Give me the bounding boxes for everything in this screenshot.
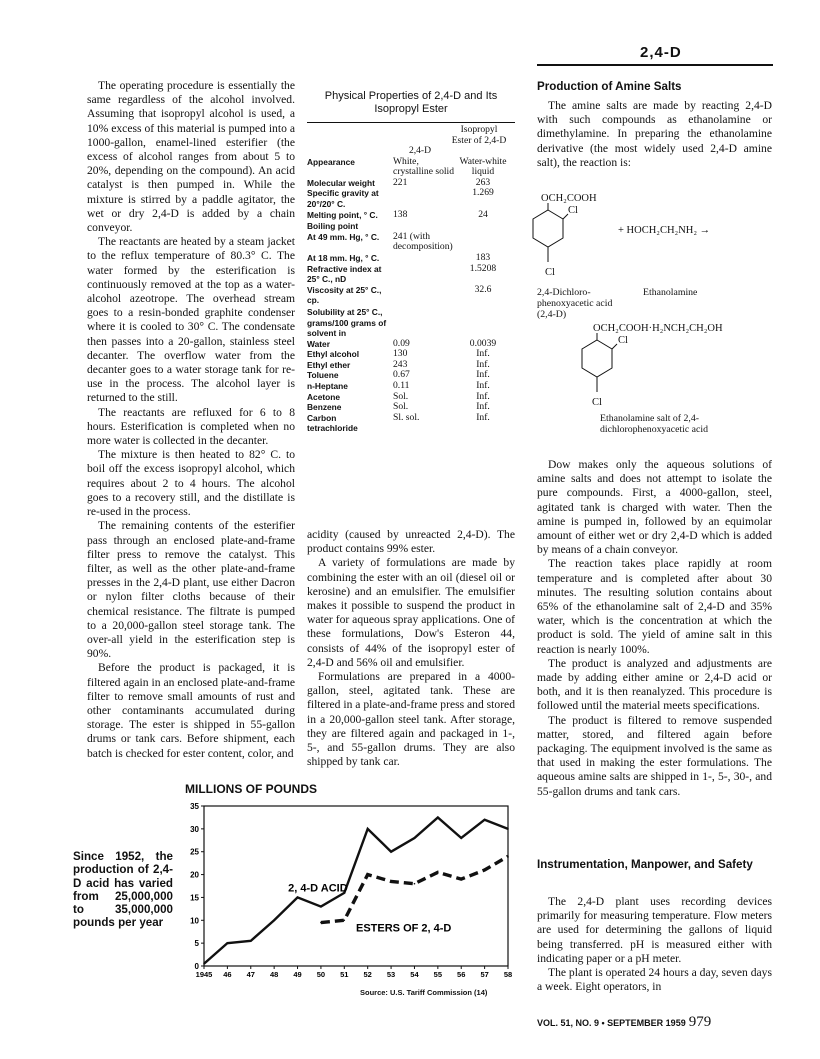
table-cell: n-Heptane: [307, 381, 348, 392]
table-title: Physical Properties of 2,4-D and Its Isopropyl Ester: [324, 90, 498, 115]
table-row: [307, 232, 515, 253]
x-tick-label: 56: [457, 970, 466, 979]
table-cell: Inf.: [476, 380, 490, 392]
table-cell: Toluene: [307, 370, 339, 381]
y-tick-label: 0: [194, 962, 199, 971]
data-point: [437, 871, 439, 873]
data-point: [484, 869, 486, 871]
chem-chloro-label: Cl: [545, 267, 555, 278]
x-tick-label: 47: [246, 970, 255, 979]
page-number: 979: [688, 1014, 712, 1030]
x-tick-label: 50: [316, 970, 326, 979]
column-2: [307, 528, 515, 769]
paragraph: The plant is operated 24 hours a day, seven days a week. Eight operators, in: [537, 966, 772, 994]
table-header-cell: Isopropyl Ester of 2,4-D: [451, 124, 507, 146]
chart-caption: Since 1952, the production of 2,4-D acid has varied from 25,000,000 to 35,000,000 pounds per year: [73, 850, 173, 930]
paragraph: The product is filtered to remove suspended matter, stored, and filtered again before packaging. The equipment involved is the same as that used in making the ester formulations. The aqueous amine salts are shipped in 1-, 5-, 30-, and 55-gallon drums and tank cars.: [537, 713, 772, 798]
table-cell: Ethyl ether: [307, 359, 351, 370]
table-cell: Sl. sol.: [393, 411, 420, 423]
series-line: [321, 856, 508, 922]
data-point: [250, 940, 252, 942]
x-tick-label: 54: [410, 970, 419, 979]
issue-info: VOL. 51, NO. 9 • SEPTEMBER 1959: [537, 1018, 686, 1028]
table-cell: 263: [475, 176, 491, 188]
series-line: [204, 817, 508, 963]
paragraph: The reactants are heated by a steam jacket to the reflux temperature of 80.3° C. The water formed by the esterification is continuously removed at the top as a water-alcohol azeotrope. The overhead stream goes to a resin-bonded graphite condenser where it is cooled to 30° C. The condensate then passes into a 20-gallon, stainless steel decanter. The overflow water from the decanter goes to a water storage tank for re-use in the process. The alcohol layer is returned to the still.: [87, 235, 295, 405]
x-tick-label: 1945: [195, 970, 213, 979]
table-cell: 0.0039: [469, 337, 497, 349]
paragraph: The reactants are refluxed for 6 to 8 hours. Esterification is completed when no more water is collected in the decanter.: [87, 405, 295, 448]
data-point: [344, 919, 346, 921]
y-tick-label: 30: [190, 824, 199, 834]
column-3-bottom: [537, 895, 772, 994]
data-point: [273, 919, 275, 921]
chem-name-label: Ethanolamine salt of 2,4-dichlorophenoxyacetic acid: [600, 413, 708, 435]
x-tick-label: 52: [363, 970, 372, 979]
y-tick-label: 10: [190, 916, 199, 926]
table-cell: Specific gravity at 20°/20° C.: [307, 188, 379, 209]
table-cell: Appearance: [307, 156, 355, 167]
table-cell: 130: [393, 348, 408, 360]
y-tick-label: 15: [190, 893, 199, 903]
paragraph: The mixture is then heated to 82° C. to boil off the excess isopropyl alcohol, which requires about 2 to 4 hours. The alcohol goes to a recovery still, and the distillate is re-used in the process.: [87, 448, 295, 519]
paragraph: Dow makes only the aqueous solutions of amine salts and does not attempt to isolate the pure compounds. First, a 4000-gallon, steel, agitated tank is charged with water. Then the amine is pumped in, followed by an equimolar amount of either wet or dry 2,4-D which is added by means of a chain conveyor.: [537, 458, 772, 557]
data-point: [390, 881, 392, 883]
table-cell: Carbon tetrachloride: [307, 412, 358, 434]
paragraph: Before the product is packaged, it is filtered again in an enclosed plate-and-frame filter to remove small amounts of rust and other contaminants accumulated during storage. The ester is shipped in 55-gallon drums or tank cars. Before shipment, each batch is checked for ester content, color, and: [87, 661, 295, 760]
chem-name-label: Ethanolamine: [643, 287, 698, 298]
data-point: [484, 819, 486, 821]
data-point: [507, 855, 509, 857]
x-tick-label: 51: [340, 970, 349, 979]
table-cell: White, crystalline solid: [393, 155, 455, 178]
data-point: [320, 906, 322, 908]
section-heading: Instrumentation, Manpower, and Safety: [537, 858, 753, 871]
table-cell: Melting point, ° C.: [307, 209, 378, 220]
data-point: [460, 878, 462, 880]
column-3-top: [537, 99, 772, 170]
table-row: [307, 253, 515, 264]
series-label: ESTERS OF 2, 4-D: [356, 922, 452, 935]
table-cell: Inf.: [476, 358, 490, 370]
series-label: 2, 4-D ACID: [288, 882, 348, 895]
table-row: [307, 307, 515, 339]
table-cell: 241 (with decomposition): [393, 230, 453, 253]
data-point: [367, 828, 369, 830]
table-cell: Benzene: [307, 402, 342, 413]
table-cell: Refractive index at 25° C., nD: [307, 263, 382, 285]
chem-reagent-label: + HOCH₂CH₂NH₂ →: [618, 225, 711, 236]
table-cell: Boiling point: [307, 221, 359, 232]
x-tick-label: 49: [293, 970, 302, 979]
table-cell: 32.6: [474, 283, 492, 295]
paragraph: Formulations are prepared in a 4000-gallon, steel, agitated tank. These are filtered in a plate-and-frame press and stored in a 20,000-gallon steel tank. After storage, they are filtered again and packaged in 1-, 5-, and 55-gallon drums. They are also shipped by tank car.: [307, 670, 515, 769]
x-tick-label: 57: [480, 970, 489, 979]
properties-table: [307, 90, 515, 434]
benzene-ring-icon: [530, 200, 580, 270]
data-point: [203, 963, 205, 965]
table-cell: Inf.: [476, 348, 490, 360]
x-tick-label: 58: [503, 970, 513, 979]
chart-source: Source: U.S. Tariff Commission (14): [360, 988, 488, 997]
table-cell: Viscosity at 25° C., cp.: [307, 284, 382, 306]
chem-name-label: 2,4-Dichloro-phenoxyacetic acid (2,4-D): [537, 287, 613, 320]
table-row: [307, 210, 515, 221]
table-cell: 243: [393, 358, 408, 370]
data-point: [437, 817, 439, 819]
data-point: [320, 922, 322, 924]
paragraph: The amine salts are made by reacting 2,4-D with such compounds as ethanolamine or dimethylamine. In preparing the ethanolamine derivative (the most widely used 2,4-D amine salt), the reaction is:: [537, 99, 772, 169]
table-cell: 0.11: [393, 380, 410, 392]
table-rule: [307, 122, 515, 123]
y-tick-label: 5: [194, 939, 199, 949]
table-row: [307, 285, 515, 306]
table-cell: Water-white liquid: [459, 155, 507, 178]
chem-group-label: OCH₂COOH: [541, 193, 597, 204]
production-chart: [178, 794, 518, 986]
data-point: [390, 851, 392, 853]
data-point: [297, 897, 299, 899]
table-cell: 183: [475, 251, 491, 263]
column-3-middle: [537, 458, 772, 799]
table-cell: Inf.: [476, 411, 490, 423]
data-point: [367, 874, 369, 876]
table-cell: Solubility at 25° C., grams/100 grams of solvent in: [307, 306, 387, 339]
table-row: [307, 413, 515, 434]
table-cell: Inf.: [476, 369, 490, 381]
data-point: [414, 883, 416, 885]
table-cell: At 49 mm. Hg, ° C.: [307, 231, 380, 242]
paragraph: A variety of formulations are made by combining the ester with an oil (diesel oil or kerosine) and an emulsifier. The emulsifier makes it possible to suspend the product in water for aqueous spray applications. One of these formulations, Dow's Esteron 44, consists of 44% of the isopropyl ester of 2,4-D and 56% oil and emulsifier.: [307, 556, 515, 669]
table-cell: Molecular weight: [307, 177, 375, 188]
table-cell: Ethyl alcohol: [307, 349, 360, 360]
table-cell: 221: [393, 176, 408, 188]
data-point: [414, 837, 416, 839]
chem-group-label: OCH₂COOH·H₂NCH₂CH₂OH: [593, 323, 723, 334]
table-cell: Acetone: [307, 391, 341, 402]
y-tick-label: 20: [190, 870, 199, 880]
chem-chloro-label: Cl: [592, 397, 602, 408]
x-tick-label: 55: [433, 970, 443, 979]
column-1: [87, 79, 295, 761]
chem-chloro-label: Cl: [618, 335, 628, 346]
table-body: [307, 157, 515, 434]
table-cell: Inf.: [476, 401, 490, 413]
paragraph: The remaining contents of the esterifier pass through an enclosed plate-and-frame filter press to remove the catalyst. This filter, as well as the other plate-and-frame presses in the 2,4-D plant, use either Dacron or nylon filter cloths because of their chemical resistance. The filtrate is pumped to a 20,000-gallon steel storage tank. The over-all yield in the esterification step is 90%.: [87, 519, 295, 661]
paragraph: The reaction takes place rapidly at room temperature and is completed after about 30 minutes. The resulting solution contains about 65% of the ethanolamine salt of 2,4-D and 35% water, which is the concentration at which the product is sold. The yield of amine salt in this reaction is nearly 100%.: [537, 557, 772, 656]
x-tick-label: 46: [223, 970, 232, 979]
x-tick-label: 53: [386, 970, 396, 979]
y-tick-label: 35: [190, 802, 199, 811]
paragraph: The 2,4-D plant uses recording devices primarily for measuring temperature. Flow meters are used for determining the gallons of liquid being transferred. pH is measured either with indicating paper or a pH meter.: [537, 895, 772, 965]
section-heading: Production of Amine Salts: [537, 80, 682, 93]
x-tick-label: 48: [269, 970, 279, 979]
paragraph: The operating procedure is essentially the same regardless of the alcohol involved. Assuming that isopropyl alcohol is used, a 10% excess of this material is pumped into a 1000-gallon, enamel-lined esterifier (the excess of alcohol ranges from about 5 to 20%, depending on the compound). An acid catalyst is then pumped in. While the mixture is stirred by a paddle agitator, the wet or dry 2,4-D is added by a chain conveyor.: [87, 79, 295, 235]
table-cell: 0.67: [393, 369, 410, 381]
data-point: [227, 942, 229, 944]
header-rule: [537, 64, 773, 66]
data-point: [460, 837, 462, 839]
table-header-row: [307, 125, 515, 157]
table-cell: Sol.: [393, 390, 409, 402]
page-footer: [537, 1014, 711, 1031]
chart-title: MILLIONS OF POUNDS: [185, 782, 317, 796]
table-cell: 1.269: [472, 187, 494, 199]
table-row: [307, 264, 515, 285]
table-cell: 1.5208: [469, 262, 497, 274]
running-head: 2,4-D: [640, 44, 682, 61]
paragraph: acidity (caused by unreacted 2,4-D). The product contains 99% ester.: [307, 528, 515, 556]
paragraph: The product is analyzed and adjustments are made by adding either amine or 2,4-D acid or both, and it is then reanalyzed. This procedure is followed until the material meets specifications.: [537, 656, 772, 713]
table-cell: 138: [393, 208, 408, 220]
table-row: [307, 157, 515, 178]
table-cell: Sol.: [393, 401, 409, 413]
table-cell: 0.09: [393, 337, 410, 349]
benzene-ring-icon: [579, 330, 629, 400]
table-cell: Inf.: [476, 390, 490, 402]
chem-chloro-label: Cl: [568, 205, 578, 216]
y-tick-label: 25: [190, 847, 199, 857]
data-point: [507, 828, 509, 830]
table-cell: 24: [478, 208, 488, 220]
table-header-cell: 2,4-D: [408, 145, 432, 156]
table-cell: Water: [307, 338, 330, 349]
table-cell: At 18 mm. Hg, ° C.: [307, 252, 380, 263]
table-row: [307, 188, 515, 209]
